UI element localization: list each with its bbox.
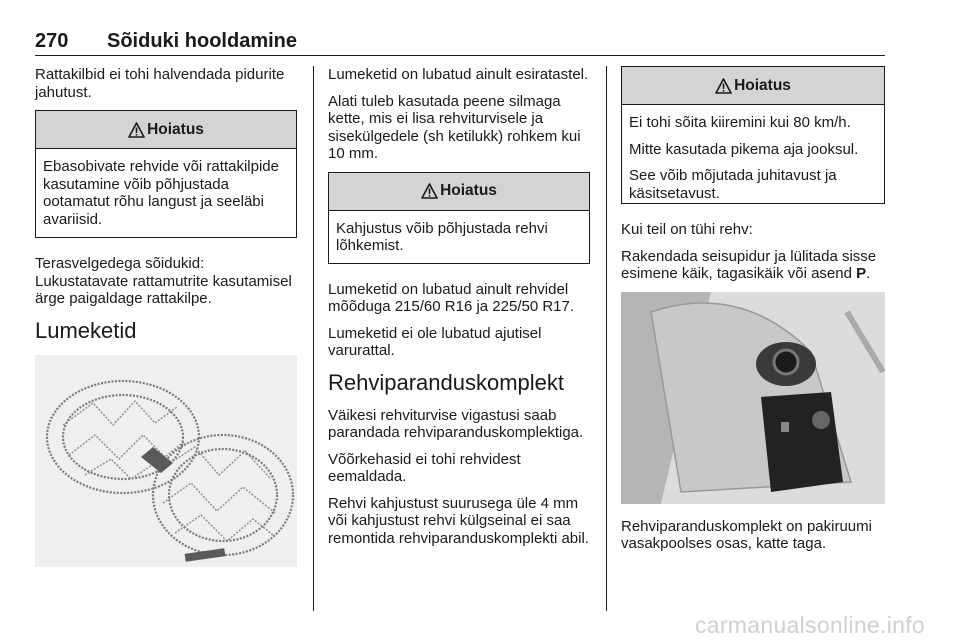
page-header	[35, 30, 885, 54]
warning-triangle-icon	[421, 183, 438, 199]
warning-header	[36, 111, 296, 149]
paragraph-tyre-sizes: Lumeketid on lubatud ainult rehvidel mõõduga 215/60 R16 ja 225/50 R17.	[328, 280, 575, 315]
watermark: carmanualsonline.info	[694, 612, 925, 638]
warning-title: Hoiatus	[734, 76, 791, 94]
warning-box-tyre-burst	[328, 172, 590, 264]
section-title: Sõiduki hooldamine	[107, 30, 298, 52]
repair-kit-location-photo	[621, 292, 885, 504]
gear-position-p: P	[856, 265, 867, 282]
paragraph-steel-rims: Terasvelgedega sõidukid: Lukustatavate rattamutrite kasutamisel ärge paigaldage rattakilpe.	[35, 255, 292, 307]
warning-triangle-icon	[715, 78, 732, 94]
column-divider-1	[313, 66, 314, 611]
warning-title: Hoiatus	[147, 120, 204, 138]
page-number: 270	[35, 30, 69, 52]
paragraph-flat-tyre: Kui teil on tühi rehv:	[621, 221, 753, 238]
column-1	[35, 66, 297, 567]
heading-repair-kit: Rehviparanduskomplekt	[328, 369, 565, 395]
paragraph-fine-mesh: Alati tuleb kasutada peene silmaga kette, mis ei lisa rehviturvisele ja sisekülgedele (sh ketilukk) rohkem kui 10 mm.	[328, 92, 581, 162]
column-3	[621, 66, 885, 562]
paragraph-damage-limits: Rehvi kahjustust suurusega üle 4 mm või kahjustust rehvi külgseinal ei saa remontida rehviparanduskomplekti abil.	[328, 494, 589, 547]
snow-chains-illustration	[35, 355, 297, 567]
paragraph-spare-wheel: Lumeketid ei ole lubatud ajutisel varurattal.	[328, 324, 542, 359]
column-2	[328, 66, 590, 556]
warning-text: Kahjustus võib põhjustada rehvi lõhkemist.	[336, 219, 548, 254]
warning-line-speed: Ei tohi sõita kiiremini kui 80 km/h.	[629, 114, 851, 131]
paragraph-small-damage: Väikesi rehviturvise vigastusi saab parandada rehviparanduskomplektiga.	[328, 406, 584, 441]
column-divider-2	[606, 66, 607, 611]
paragraph-front-wheels: Lumeketid on lubatud ainult esiratastel.	[328, 66, 589, 83]
paragraph-foreign-objects: Võõrkehasid ei tohi rehvidest eemaldada.	[328, 450, 521, 485]
caption-repair-kit-location: Rehviparanduskomplekt on pakiruumi vasakpoolses osas, katte taga.	[621, 517, 872, 552]
warning-title: Hoiatus	[440, 182, 497, 199]
paragraph-brake-cooling: Rattakilbid ei tohi halvendada pidurite jahutust.	[35, 66, 285, 101]
warning-header	[329, 173, 589, 211]
header-rule	[35, 55, 885, 56]
warning-box-wheel-covers	[35, 110, 297, 238]
warning-triangle-icon	[128, 122, 145, 138]
warning-box-speed-limit	[621, 66, 885, 204]
warning-text: Ebasobivate rehvide või rattakilpide kasutamine võib põhjustada ootamatut rõhu langust ja seeläbi avariisid.	[43, 158, 279, 228]
heading-snow-chains: Lumeketid	[35, 317, 137, 343]
paragraph-parking-brake: Rakendada seisupidur ja lülitada sisse esimene käik, tagasikäik või asend P.	[621, 247, 877, 282]
warning-line-duration: Mitte kasutada pikema aja jooksul.	[629, 140, 859, 158]
warning-line-handling: See võib mõjutada juhitavust ja käsitsetavust.	[629, 167, 837, 202]
warning-header	[622, 67, 884, 105]
